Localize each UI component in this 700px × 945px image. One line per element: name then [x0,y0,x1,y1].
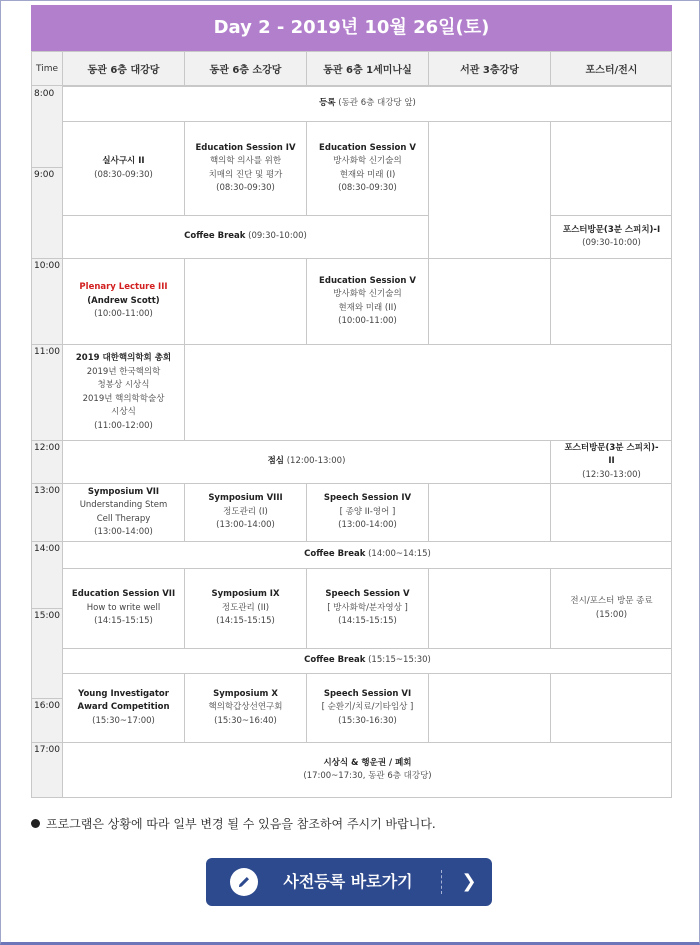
col-header-east-6f-small-hall: 동관 6층 소강당 [184,51,306,86]
coffee-break-2 [62,541,672,568]
session-time: (12:30-13:00) [582,469,641,480]
session-title: Coffee Break [184,231,246,242]
education-session-7 [62,568,184,648]
button-divider [441,870,442,894]
session-title: Speech Session VI [323,688,412,699]
session-education-5a [306,121,428,215]
speech-session-4 [306,483,428,541]
session-time: (15:00) [595,609,628,620]
session-title: Education Session VII [71,589,176,600]
col-header-west-3f-hall: 서관 3층강당 [428,51,550,86]
time-label: 12:00 [34,443,60,453]
empty-cell [428,568,550,648]
session-title: II [608,456,615,467]
time-gridline [31,541,62,542]
session-time: (13:00-14:00) [94,527,153,537]
session-title: 2019 대한핵의학회 총회 [75,353,172,363]
day-header: Day 2 - 2019년 10월 26일(토) [31,5,672,51]
session-title: 점심 [267,456,285,467]
time-gridline [31,608,62,609]
time-gridline [31,440,62,441]
time-label: 17:00 [34,745,60,755]
time-label: 13:00 [34,486,60,496]
session-title: Speech Session IV [323,493,412,504]
session-time: (09:30-10:00) [582,238,641,248]
time-label: 11:00 [34,347,60,357]
poster-visit-2 [550,440,672,483]
session-location: (동관 6층 대강당 앞) [338,98,416,109]
time-gridline [31,698,62,699]
session-demo-2 [62,121,184,215]
session-registration [62,86,672,121]
session-desc: 방사화학 신기술의 [333,156,402,166]
session-time: (08:30-09:30) [338,183,397,193]
empty-cell [550,258,672,344]
notice-text: 프로그램은 상황에 따라 일부 변경 될 수 있음을 참조하여 주시기 바랍니다. [46,817,436,831]
session-desc: How to write well [86,602,161,613]
session-time: (14:15-15:15) [94,616,153,627]
time-label: 9:00 [34,170,55,180]
session-desc: 방사화학 신기술의 [333,289,402,299]
col-header-east-6f-seminar: 동관 6층 1세미나실 [306,51,428,86]
time-label: 15:00 [34,611,60,621]
session-time: (14:00~14:15) [368,549,431,560]
symposium-9 [184,568,306,648]
pencil-icon [230,868,258,896]
session-time: (15:30~17:00) [92,715,155,726]
time-gridline [31,483,62,484]
session-desc: 정도관리 (I) [223,506,268,517]
session-desc: [ 순환기/치료/기타임상 ] [321,702,414,713]
session-desc: [ 종양 II-영어 ] [339,506,396,517]
speech-session-5 [306,568,428,648]
session-time: (14:15-15:15) [338,616,397,627]
bullet-icon [31,819,40,828]
session-desc: 2019년 핵의학학술상 [82,393,165,404]
time-label: 16:00 [34,701,60,711]
table-border [31,51,32,797]
session-time: (15:30-16:30) [338,715,397,726]
session-time: (13:00-14:00) [216,520,275,531]
session-desc: 현재와 미래 (I) [339,169,396,180]
symposium-10 [184,673,306,742]
session-title: Young Investigator [78,688,169,699]
session-title: Education Session V [319,275,416,286]
empty-cell [550,673,672,742]
session-desc: 청봉상 시상식 [97,380,150,390]
empty-cell [550,121,672,215]
session-title: Speech Session V [325,589,410,600]
plenary-lecture-3 [62,258,184,344]
time-gridline [31,167,62,168]
col-header-poster: 포스터/전시 [550,51,672,86]
symposium-8 [184,483,306,541]
poster-visit-1 [550,215,672,258]
session-title: 포스터방문(3분 스피치)- [564,442,659,453]
empty-cell [428,483,550,541]
session-title: 실사구시 II [102,156,145,166]
session-time: (08:30-09:30) [216,183,275,193]
young-investigator-award [62,673,184,742]
session-desc: 2019년 한국핵의학 [86,366,161,377]
empty-cell [550,483,672,541]
session-desc: Cell Therapy [96,513,151,524]
session-title: Education Session V [319,142,416,153]
col-header-time: Time [31,51,62,86]
session-time: (17:00~17:30, 동관 6층 대강당) [303,771,432,781]
time-column [31,86,62,797]
session-title: 포스터방문(3분 스피치)-I [562,224,661,235]
session-title: Award Competition [77,702,170,713]
session-time: (09:30-10:00) [248,231,307,242]
session-speaker: (Andrew Scott) [87,295,160,306]
session-desc: 치매의 진단 및 평가 [208,169,283,180]
session-title: Education Session IV [195,142,296,153]
closing-ceremony [62,742,672,797]
session-time: (15:15~15:30) [368,655,431,666]
session-desc: 현재와 미래 (II) [338,302,397,313]
session-title: 등록 [319,98,336,109]
session-desc: 정도관리 (II) [221,602,270,613]
empty-cell [184,344,672,440]
session-time: (13:00-14:00) [338,520,397,531]
session-title: Symposium X [213,688,278,699]
empty-cell [184,258,306,344]
session-education-5b [306,258,428,344]
col-header-east-6f-hall: 동관 6층 대강당 [62,51,184,86]
time-label: 10:00 [34,261,60,271]
time-label: 8:00 [34,89,55,99]
session-title: 시상식 & 행운권 / 폐회 [323,757,412,768]
time-gridline [31,344,62,345]
session-desc: Understanding Stem [79,500,168,510]
session-time: (08:30-09:30) [94,169,153,180]
session-title: Symposium VIII [208,493,283,504]
session-time: (14:15-15:15) [216,616,275,627]
time-gridline [31,742,62,743]
table-border [31,797,672,798]
time-label: 14:00 [34,544,60,554]
general-assembly [62,344,184,440]
session-desc: 핵의학갑상선연구회 [208,702,283,713]
pre-registration-button[interactable] [206,858,492,906]
session-title: Symposium VII [87,486,160,497]
session-time: (10:00-11:00) [338,316,397,326]
program-notice [31,815,436,832]
table-border [671,51,672,797]
session-time: (15:30~16:40) [214,715,277,726]
symposium-7 [62,483,184,541]
session-title: Plenary Lecture III [79,282,168,293]
empty-cell [428,673,550,742]
coffee-break-1 [62,215,428,258]
speech-session-6 [306,673,428,742]
session-time: (11:00-12:00) [94,420,153,431]
pre-registration-label: 사전등록 바로가기 [283,872,413,891]
empty-cell [428,121,550,258]
time-gridline [31,258,62,259]
session-time: (10:00-11:00) [94,309,153,320]
session-desc: 시상식 [111,407,136,417]
chevron-right-icon: ❯ [461,871,477,892]
session-title: Coffee Break [304,549,366,560]
session-title: Symposium IX [211,589,280,600]
session-title: 전시/포스터 방문 종료 [570,596,653,606]
session-time: (12:00-13:00) [286,456,346,467]
exhibition-end [550,568,672,648]
lunch-break [62,440,550,483]
session-desc: 핵의학 의사를 위한 [209,156,282,166]
coffee-break-3 [62,648,672,673]
empty-cell [428,258,550,344]
session-education-4 [184,121,306,215]
session-desc: [ 방사화학/분자영상 ] [327,602,408,613]
session-title: Coffee Break [304,655,366,666]
